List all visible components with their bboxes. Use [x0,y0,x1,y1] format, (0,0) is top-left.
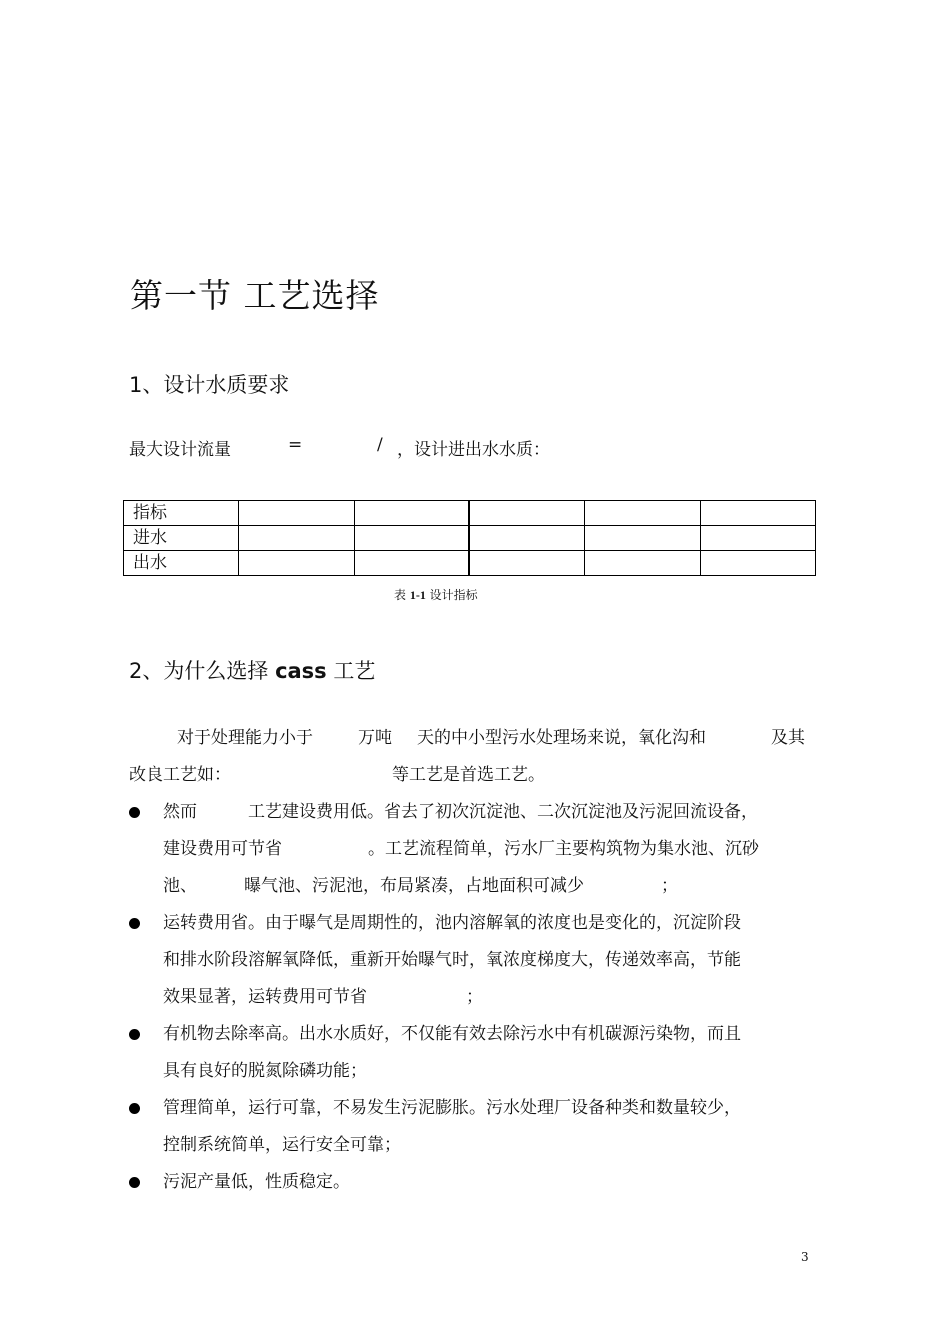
page-number: 3 [801,1250,809,1264]
bullet-dot [129,1103,140,1114]
table-cell: 指标 [124,501,239,526]
table-cell [585,526,700,551]
bullet4-l2: 控制系统简单，运行安全可靠； [163,1135,401,1155]
intro-line2a: 改良工艺如： [129,765,231,785]
bullet2-l3b: ； [466,987,483,1007]
section-title: 第一节 工艺选择 [130,276,380,315]
design-spec-table [123,500,816,576]
heading-why-cass [129,655,375,685]
table-caption [394,586,478,603]
bullet1-l2b: 。工艺流程简单，污水厂主要构筑物为集水池、沉砂 [368,839,759,859]
table-row [124,526,816,551]
table-cell: 出水 [124,551,239,576]
table-row [124,551,816,576]
bullet1-l3c: ； [661,876,678,896]
bullet-dot [129,1177,140,1188]
table-cell [354,501,469,526]
intro-part2: 万吨 [358,728,392,748]
table-cell [585,501,700,526]
bullet-dot [129,807,140,818]
table-row [124,501,816,526]
flow-label: 最大设计流量 [129,440,231,460]
caption-text: 设计指标 [429,588,478,602]
heading-prefix: 2、为什么选择 [129,659,269,683]
bullet2-l2: 和排水阶段溶解氧降低，重新开始曝气时，氧浓度梯度大，传递效率高，节能 [163,950,741,970]
caption-number: 1-1 [409,588,426,602]
caption-prefix: 表 [394,588,407,602]
bullet1-l1a: 然而 [163,802,197,822]
bullet1-l3b: 曝气池、污泥池，布局紧凑，占地面积可减少 [244,876,584,896]
bullet2-l3a: 效果显著，运转费用可节省 [163,987,367,1007]
bullet3-l2: 具有良好的脱氮除磷功能； [163,1061,367,1081]
bullet1-l1b: 工艺建设费用低。省去了初次沉淀池、二次沉淀池及污泥回流设备， [248,802,758,822]
table-cell [700,551,815,576]
table-cell [239,501,354,526]
bullet2-l1: 运转费用省。由于曝气是周期性的，池内溶解氧的浓度也是变化的，沉淀阶段 [163,913,741,933]
table-cell: 进水 [124,526,239,551]
table-cell [469,526,584,551]
heading-suffix: 工艺 [333,659,376,683]
flow-tail: ，设计进出水水质： [397,440,550,460]
table-cell [585,551,700,576]
table-cell [239,551,354,576]
table-cell [469,501,584,526]
table-cell [700,501,815,526]
table-cell [469,551,584,576]
heading-cass: cass [275,659,327,683]
bullet1-l2a: 建设费用可节省 [163,839,282,859]
flow-slash: / [377,435,383,455]
bullet-dot [129,918,140,929]
table-cell [354,526,469,551]
table-cell [700,526,815,551]
intro-part4: 及其 [771,728,805,748]
bullet5-l1: 污泥产量低，性质稳定。 [163,1172,350,1192]
flow-equals: = [288,435,303,455]
table-cell [239,526,354,551]
table-cell [354,551,469,576]
bullet3-l1: 有机物去除率高。出水水质好，不仅能有效去除污水中有机碳源污染物，而且 [163,1024,741,1044]
intro-line2b: 等工艺是首选工艺。 [392,765,545,785]
bullet4-l1: 管理简单，运行可靠，不易发生污泥膨胀。污水处理厂设备种类和数量较少， [163,1098,741,1118]
heading-water-quality: 1、设计水质要求 [129,373,290,397]
bullet1-l3a: 池、 [163,876,197,896]
intro-part3: 天的中小型污水处理场来说，氧化沟和 [417,728,706,748]
intro-part1: 对于处理能力小于 [177,728,313,748]
bullet-dot [129,1029,140,1040]
